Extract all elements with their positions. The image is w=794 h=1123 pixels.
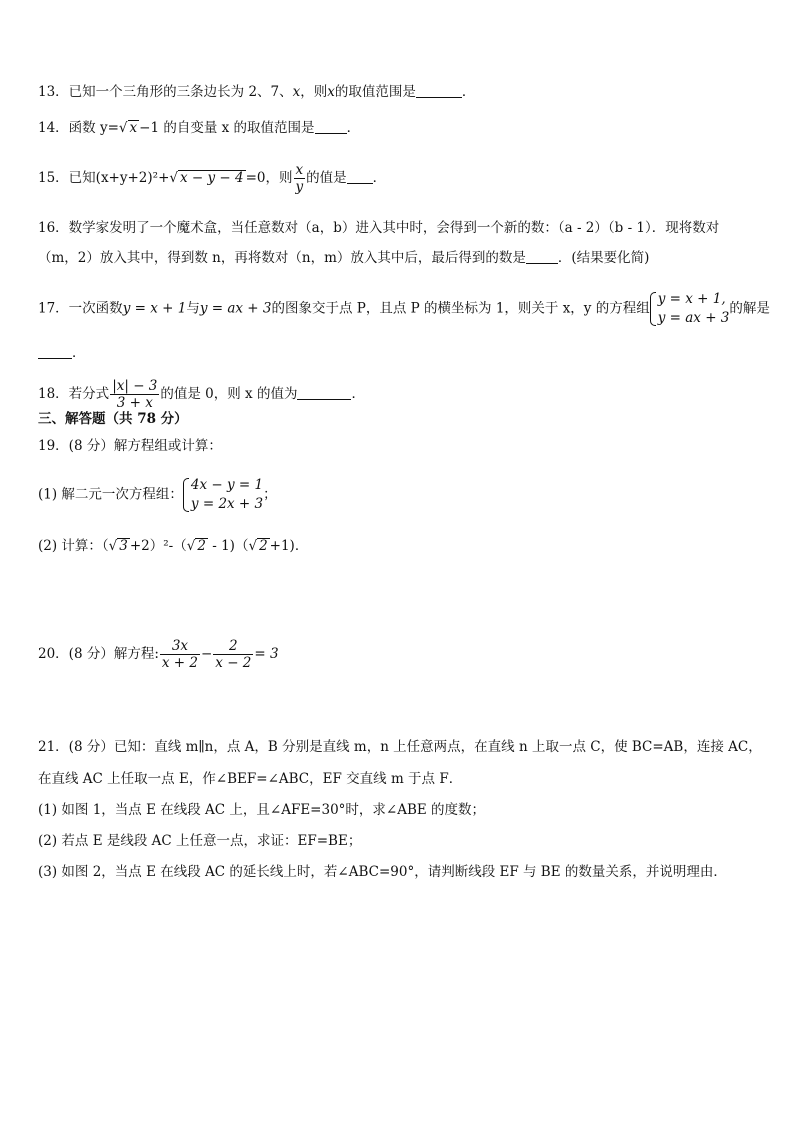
- q17-f1: y = x + 1: [122, 300, 187, 317]
- q13-end: ．: [461, 84, 476, 100]
- q14-suffix: 的自变量 x 的取值范围是: [159, 120, 315, 136]
- q15-suffix: 的值是: [306, 170, 347, 186]
- q20-f1-num: 3x: [160, 638, 200, 655]
- question-16-line1: 16．数学家发明了一个魔术盒，当任意数对（a，b）进入其中时，会得到一个新的数：（a - 2）（b - 1）．现将数对: [38, 220, 720, 236]
- q17-suffix: 的解是: [729, 300, 770, 317]
- q13-var2: x: [327, 84, 335, 100]
- q13-suffix: 的取值范围是: [334, 84, 416, 100]
- question-21-part2: (2) 若点 E 是线段 AC 上任意一点，求证：EF=BE；: [38, 833, 362, 849]
- sqrt-symbol: √: [248, 538, 258, 554]
- question-14: [38, 118, 360, 138]
- question-21-line1: 21．(8 分）已知：直线 m∥n，点 A，B 分别是直线 m，n 上任意两点，在直线 n 上取一点 C，使 BC=AB，连接 AC，: [38, 739, 762, 755]
- q18-frac-num: |x| − 3: [112, 378, 158, 394]
- question-13: [38, 82, 475, 102]
- question-21-line2: 在直线 AC 上任取一点 E，作∠BEF=∠ABC，EF 交直线 m 于点 F．: [38, 771, 463, 787]
- q15-sqrt: x − y − 4: [180, 170, 244, 186]
- q19-sqrt3: 2: [259, 538, 268, 554]
- answer-blank: [347, 169, 373, 184]
- q19-equation-system: [183, 476, 263, 514]
- sqrt-symbol: √: [186, 538, 196, 554]
- question-19-part1: [38, 476, 277, 514]
- q17-middle: 的图象交于点 P，且点 P 的横坐标为 1，则关于 x，y 的方程组: [271, 300, 650, 317]
- q20-f2-num: 2: [213, 638, 253, 655]
- q19-p1-end: ；: [263, 486, 277, 503]
- q15-frac-num: x: [294, 162, 306, 179]
- q18-fraction: [110, 378, 159, 411]
- q15-fraction: [294, 162, 306, 195]
- question-19-part2: [38, 536, 308, 556]
- question-21-part3: (3) 如图 2，当点 E 在线段 AC 的延长线上时，若∠ABC=90°，请判断线段 EF 与 BE 的数量关系，并说明理由．: [38, 864, 727, 880]
- q13-prefix: 13．已知一个三角形的三条边长为 2、7、: [38, 84, 293, 100]
- q16-line2-prefix: （m，2）放入其中，得到数 n，再将数对（n，m）放入其中后，最后得到的数是: [38, 250, 526, 266]
- q17-sys1: y = x + 1,: [657, 291, 726, 307]
- q20-prefix: 20．(8 分）解方程:: [38, 646, 159, 662]
- q20-f2-den: x − 2: [215, 655, 252, 671]
- question-15: [38, 162, 386, 195]
- question-17-answer-line: [38, 343, 86, 363]
- q18-prefix: 18．若分式: [38, 386, 110, 402]
- q17-prefix: 17．一次函数: [38, 300, 123, 317]
- q18-suffix: 的值是 0，则 x 的值为: [160, 386, 298, 402]
- q19-sys2: y = 2x + 3: [190, 496, 264, 512]
- q19-p1-prefix: (1) 解二元一次方程组：: [38, 486, 183, 503]
- answer-blank: [38, 344, 72, 359]
- q20-fraction2: [213, 638, 253, 671]
- q14-after-sqrt: −1: [139, 120, 160, 136]
- q20-fraction1: [160, 638, 200, 671]
- question-16-line2: [38, 248, 649, 268]
- answer-blank: [526, 249, 558, 264]
- q20-f1-den: x + 2: [161, 655, 198, 671]
- q19-sys1: 4x − y = 1: [190, 477, 264, 493]
- q14-sqrt: x: [129, 120, 138, 136]
- q17-equation-system: [650, 290, 730, 328]
- question-18: [38, 378, 365, 411]
- q17-joiner: 与: [186, 300, 200, 317]
- q20-minus: −: [200, 646, 213, 662]
- question-19-title: 19．(8 分）解方程组或计算：: [38, 438, 222, 454]
- q18-frac-den: 3 + x: [116, 395, 153, 411]
- question-20: [38, 638, 279, 671]
- q15-eq: =0，则: [245, 170, 293, 186]
- q19-p2-a: +2）²-（: [129, 538, 187, 554]
- question-21-part1: (1) 如图 1，当点 E 在线段 AC 上，且∠AFE=30°时，求∠ABE 的度数；: [38, 802, 486, 818]
- answer-blank: [416, 83, 462, 98]
- q19-p2-b: - 1)（: [207, 538, 249, 554]
- q15-frac-den: y: [295, 179, 304, 195]
- answer-blank: [297, 385, 351, 400]
- q14-end: ．: [346, 120, 361, 136]
- sqrt-symbol: √: [108, 538, 118, 554]
- q19-sqrt2: 2: [197, 538, 206, 554]
- q20-eq: = 3: [254, 646, 279, 662]
- question-17: [38, 290, 770, 328]
- q17-f2: y = ax + 3: [199, 300, 272, 317]
- q13-mid: ，则: [300, 84, 328, 100]
- q19-sqrt1: 3: [119, 538, 128, 554]
- q17-end: ．: [72, 345, 86, 361]
- q14-prefix: 14．函数 y=: [38, 120, 119, 136]
- q13-var: x: [292, 84, 301, 100]
- q18-end: ．: [351, 386, 365, 402]
- section-heading: 三、解答题（共 78 分）: [38, 411, 188, 427]
- q19-p2-prefix: (2) 计算：（: [38, 538, 109, 554]
- q19-p2-c: +1)．: [269, 538, 309, 554]
- q16-line2-suffix: ．(结果要化简): [557, 250, 650, 266]
- q15-prefix: 15．已知(x+y+2)²+: [38, 170, 170, 186]
- q17-sys2: y = ax + 3: [657, 310, 730, 326]
- answer-blank: [315, 119, 347, 134]
- q15-end: ．: [372, 170, 387, 186]
- sqrt-symbol: √: [118, 120, 128, 136]
- sqrt-symbol: √: [169, 170, 178, 186]
